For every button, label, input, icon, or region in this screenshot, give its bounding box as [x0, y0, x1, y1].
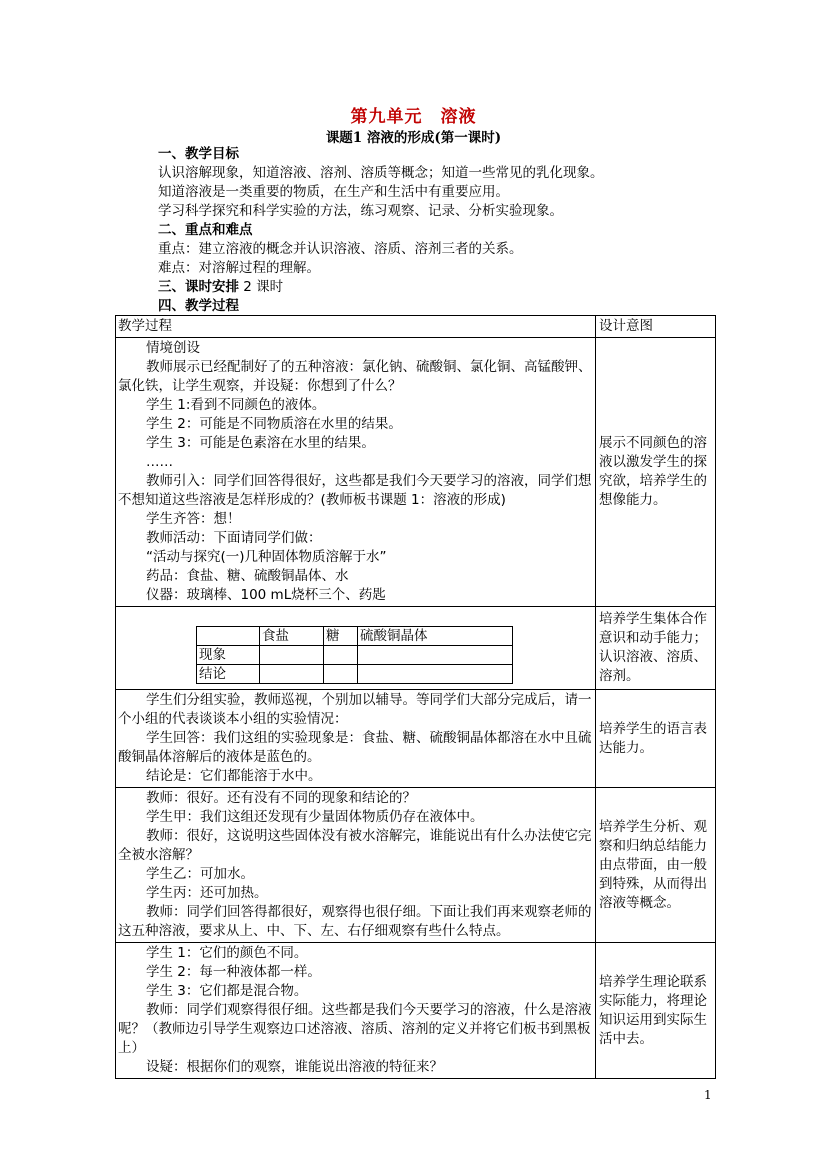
- header-intent: 设计意图: [596, 316, 716, 338]
- intent-cell: 展示不同颜色的溶液以激发学生的探究欲，培养学生的想像能力。: [596, 338, 716, 607]
- inner-cell: [260, 665, 324, 684]
- inner-row: [197, 646, 513, 665]
- intent-cell: 培养学生集体合作意识和动手能力；认识溶液、溶质、溶剂。: [596, 607, 716, 690]
- unit-label: 第九单元: [350, 107, 423, 127]
- process-line: 教师：很好。还有没有不同的现象和结论的？: [146, 790, 416, 806]
- difficult-point: 难点：对溶解过程的理解。: [158, 260, 320, 276]
- intro-section: [158, 145, 718, 316]
- process-line: 教师：很好，这说明这些固体没有被水溶解完，谁能说出有什么办法使它完全被水溶解？: [118, 828, 592, 863]
- process-cell: [116, 690, 596, 788]
- inner-cell: [358, 646, 513, 665]
- intent-cell: 培养学生的语言表达能力。: [596, 690, 716, 788]
- inner-header-salt: 食盐: [260, 627, 324, 646]
- table-row: [116, 788, 716, 943]
- table-row: [116, 690, 716, 788]
- inner-header-copper-sulfate: 硫酸铜晶体: [358, 627, 513, 646]
- process-line: 学生齐答：想！: [146, 511, 241, 527]
- process-line: 学生丙：还可加热。: [146, 885, 268, 901]
- process-line: 学生乙：可加水。: [146, 866, 254, 882]
- goals-heading: 一、教学目标: [158, 146, 239, 162]
- inner-header-blank: [197, 627, 260, 646]
- page-number: 1: [704, 1088, 712, 1102]
- intent-cell: 培养学生分析、观察和归纳总结能力由点带面，由一般到特殊，从而得出溶液等概念。: [596, 788, 716, 943]
- inner-cell: [324, 646, 358, 665]
- goal-item: 认识溶解现象，知道溶液、溶剂、溶质等概念；知道一些常见的乳化现象。: [158, 165, 604, 181]
- process-line: “活动与探究(一)几种固体物质溶解于水”: [146, 549, 387, 565]
- intent-cell: 培养学生理论联系实际能力，将理论知识运用到实际生活中去。: [596, 943, 716, 1079]
- inner-row-label: 现象: [197, 646, 260, 665]
- process-table: [115, 315, 716, 1079]
- hours-line: [158, 278, 718, 297]
- process-line: 药品：食盐、糖、硫酸铜晶体、水: [146, 568, 349, 584]
- unit-topic: 溶液: [440, 107, 477, 127]
- process-cell: [116, 943, 596, 1079]
- process-line: 学生 1:看到不同颜色的液体。: [146, 397, 326, 413]
- inner-row-label: 结论: [197, 665, 260, 684]
- table-header-row: [116, 316, 716, 338]
- inner-cell: [260, 646, 324, 665]
- inner-cell: [324, 665, 358, 684]
- inner-header-sugar: 糖: [324, 627, 358, 646]
- table-row: [116, 338, 716, 607]
- process-line: 教师：同学们回答得都很好，观察得也很仔细。下面让我们再来观察老师的这五种溶液，要求从上、中、下、左、右仔细观察有些什么特点。: [118, 904, 592, 939]
- process-line: 仪器：玻璃棒、100 mL烧杯三个、药匙: [146, 587, 386, 603]
- key-point: 重点：建立溶液的概念并认识溶液、溶质、溶剂三者的关系。: [158, 241, 523, 257]
- process-line: 学生 3：它们都是混合物。: [146, 983, 308, 999]
- process-line: 教师展示已经配制好了的五种溶液：氯化钠、硫酸铜、氯化铜、高锰酸钾、氯化铁，让学生观察，并设疑：你想到了什么？: [118, 359, 592, 394]
- process-line: 设疑：根据你们的观察，谁能说出溶液的特征来？: [146, 1059, 443, 1075]
- process-line: 学生甲：我们这组还发现有少量固体物质仍存在液体中。: [146, 809, 484, 825]
- key-heading: 二、重点和难点: [158, 222, 253, 238]
- process-line: 学生 2：可能是不同物质溶在水里的结果。: [146, 416, 402, 432]
- process-cell: [116, 607, 596, 690]
- table-row: [116, 607, 716, 690]
- inner-row: [197, 665, 513, 684]
- unit-title: [0, 102, 827, 127]
- hours-value: 2 课时: [243, 279, 284, 295]
- experiment-record-table: [196, 626, 513, 684]
- table-row: [116, 943, 716, 1079]
- process-line: 学生 3：可能是色素溶在水里的结果。: [146, 435, 375, 451]
- process-line: 学生 1：它们的颜色不同。: [146, 945, 308, 961]
- process-line: 学生 2：每一种液体都一样。: [146, 964, 321, 980]
- process-line: 结论是：它们都能溶于水中。: [146, 768, 322, 784]
- process-line: 教师：同学们观察得很仔细。这些都是我们今天要学习的溶液，什么是溶液呢？（教师边引导学生观察边口述溶液、溶质、溶剂的定义并将它们板书到黑板上）: [118, 1002, 592, 1056]
- process-cell: [116, 788, 596, 943]
- process-heading: 四、教学过程: [158, 298, 239, 314]
- goal-item: 学习科学探究和科学实验的方法，练习观察、记录、分析实验现象。: [158, 203, 563, 219]
- process-line: 教师引入：同学们回答得很好，这些都是我们今天要学习的溶液，同学们想不想知道这些溶液是怎样形成的？(教师板书课题 1：溶液的形成): [118, 473, 592, 508]
- process-line: 教师活动：下面请同学们做：: [146, 530, 322, 546]
- process-line: ……: [146, 454, 173, 470]
- lesson-subtitle: 课题1 溶液的形成(第一课时): [325, 130, 502, 146]
- inner-cell: [358, 665, 513, 684]
- inner-header-row: [197, 627, 513, 646]
- process-line: 学生们分组实验，教师巡视，个别加以辅导。等同学们大部分完成后，请一个小组的代表谈谈本小组的实验情况：: [118, 692, 592, 727]
- header-process: 教学过程: [116, 316, 596, 338]
- hours-heading: 三、课时安排: [158, 279, 239, 295]
- process-line: 学生回答：我们这组的实验现象是：食盐、糖、硫酸铜晶体都溶在水中且硫酸铜晶体溶解后的液体是蓝色的。: [118, 730, 592, 765]
- goal-item: 知道溶液是一类重要的物质，在生产和生活中有重要应用。: [158, 184, 509, 200]
- process-line: 情境创设: [146, 340, 200, 356]
- process-cell: [116, 338, 596, 607]
